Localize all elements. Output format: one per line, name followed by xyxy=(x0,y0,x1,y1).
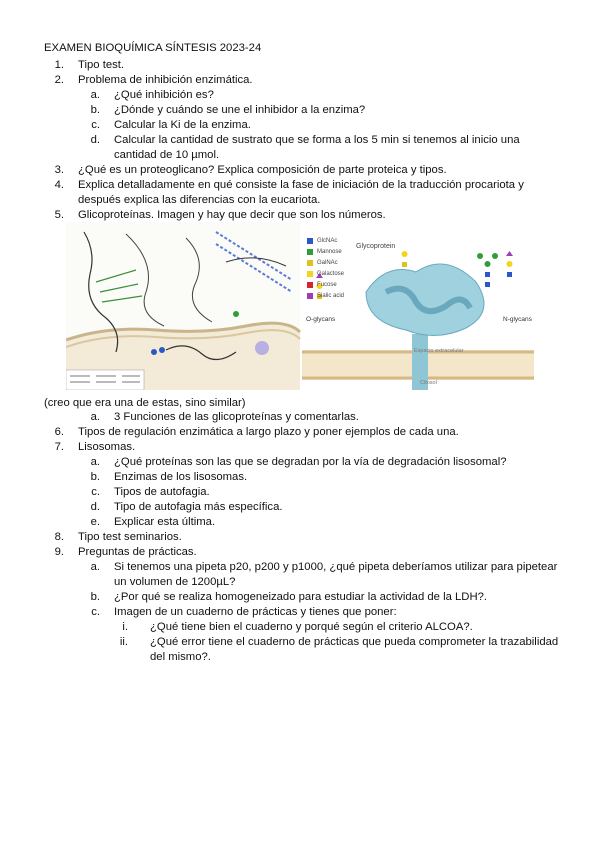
item-number: b. xyxy=(90,591,100,603)
figure-heading: Glycoprotein xyxy=(356,243,396,250)
item-number: 2. xyxy=(54,74,64,86)
legend-swatch xyxy=(307,271,313,277)
item-text: Problema de inhibición enzimática. xyxy=(78,74,253,86)
item-text: 3 Funciones de las glicoproteínas y comentarlas. xyxy=(114,411,359,423)
item-text: Explicar esta última. xyxy=(114,516,216,528)
item-text: cantidad de 10 µmol. xyxy=(114,149,220,161)
glycoprotein-figures xyxy=(66,222,534,390)
item-text: Preguntas de prácticas. xyxy=(78,546,197,558)
item-text: Imagen de un cuaderno de prácticas y tienes que poner: xyxy=(114,606,397,618)
legend-swatch xyxy=(307,260,313,266)
cytosol-label: Citosol xyxy=(420,380,437,386)
item-number: d. xyxy=(90,134,100,146)
legend-swatch xyxy=(307,293,313,299)
item-text: Explica detalladamente en qué consiste la fase de iniciación de la traducción procariota y xyxy=(78,179,524,191)
item-text: ¿Por qué se realiza homogeneizado para estudiar la actividad de la LDH?. xyxy=(114,591,488,603)
item-text: ¿Qué tiene bien el cuaderno y porqué según el criterio ALCOA?. xyxy=(150,621,473,633)
item-text: ¿Dónde y cuándo se une el inhibidor a la enzima? xyxy=(114,104,366,116)
legend-label: GalNAc xyxy=(317,260,338,266)
item-number: 3. xyxy=(54,164,64,176)
legend-swatch xyxy=(307,282,313,288)
o-glycans-label: O-glycans xyxy=(306,316,336,323)
extracellular-label: Espacio extracelular xyxy=(414,348,464,354)
item-number: 7. xyxy=(54,441,64,453)
item-number: a. xyxy=(90,561,100,573)
item-text: Enzimas de los lisosomas. xyxy=(114,471,248,483)
item-text: un volumen de 1200µL? xyxy=(114,576,236,588)
item-number: 6. xyxy=(54,426,64,438)
item-number: a. xyxy=(90,89,100,101)
legend-label: GlcNAc xyxy=(317,238,338,244)
legend-label: Sialic acid xyxy=(317,293,345,299)
item-number: 8. xyxy=(54,531,64,543)
item-text: Tipo de autofagia más específica. xyxy=(114,501,283,513)
item-text: del mismo?. xyxy=(150,651,211,663)
item-number: a. xyxy=(90,456,100,468)
n-glycans-label: N-glycans xyxy=(503,316,532,323)
item-number: 4. xyxy=(54,179,64,191)
item-number: i. xyxy=(122,621,128,633)
item-number: 5. xyxy=(54,209,64,221)
item-number: a. xyxy=(90,411,100,423)
item-number: 9. xyxy=(54,546,64,558)
item-text: ¿Qué inhibición es? xyxy=(114,89,214,101)
item-number: 1. xyxy=(54,59,64,71)
item-text: Tipos de autofagia. xyxy=(114,486,210,498)
item-text: después explica las diferencias con la eucariota. xyxy=(78,194,321,206)
legend-swatch xyxy=(307,238,313,244)
item-text: Tipo test seminarios. xyxy=(78,531,182,543)
item-text: ¿Qué es un proteoglicano? Explica composición de parte proteica y tipos. xyxy=(78,164,447,176)
page-title: EXAMEN BIOQUÍMICA SÍNTESIS 2023-24 xyxy=(44,42,262,54)
item-text: Lisosomas. xyxy=(78,441,136,453)
item-text: Calcular la Ki de la enzima. xyxy=(114,119,251,131)
item-number: e. xyxy=(90,516,100,528)
item-number: c. xyxy=(91,486,100,498)
figure-left xyxy=(66,222,300,390)
item-text: (creo que era una de estas, sino similar) xyxy=(44,397,246,409)
item-number: c. xyxy=(91,606,100,618)
item-text: Tipo test. xyxy=(78,59,125,71)
item-number: c. xyxy=(91,119,100,131)
legend-swatch xyxy=(307,249,313,255)
item-number: b. xyxy=(90,471,100,483)
item-text: ¿Qué error tiene el cuaderno de prácticas que pueda comprometer la trazabilidad xyxy=(150,636,559,648)
item-number: d. xyxy=(90,501,100,513)
item-number: b. xyxy=(90,104,100,116)
legend-label: Fucose xyxy=(317,282,337,288)
item-text: Tipos de regulación enzimática a largo plazo y poner ejemplos de cada una. xyxy=(78,426,459,438)
item-text: ¿Qué proteínas son las que se degradan por la vía de degradación lisosomal? xyxy=(114,456,507,468)
item-number: ii. xyxy=(119,636,128,648)
item-text: Si tenemos una pipeta p20, p200 y p1000, ¿qué pipeta deberíamos utilizar para pipetear xyxy=(114,561,558,573)
item-text: Calcular la cantidad de sustrato que se forma a los 5 min si tenemos al inicio una xyxy=(114,134,520,146)
item-text: Glicoproteínas. Imagen y hay que decir que son los números. xyxy=(78,209,386,221)
legend-label: Galactose xyxy=(317,271,345,277)
legend-label: Mannose xyxy=(317,249,342,255)
